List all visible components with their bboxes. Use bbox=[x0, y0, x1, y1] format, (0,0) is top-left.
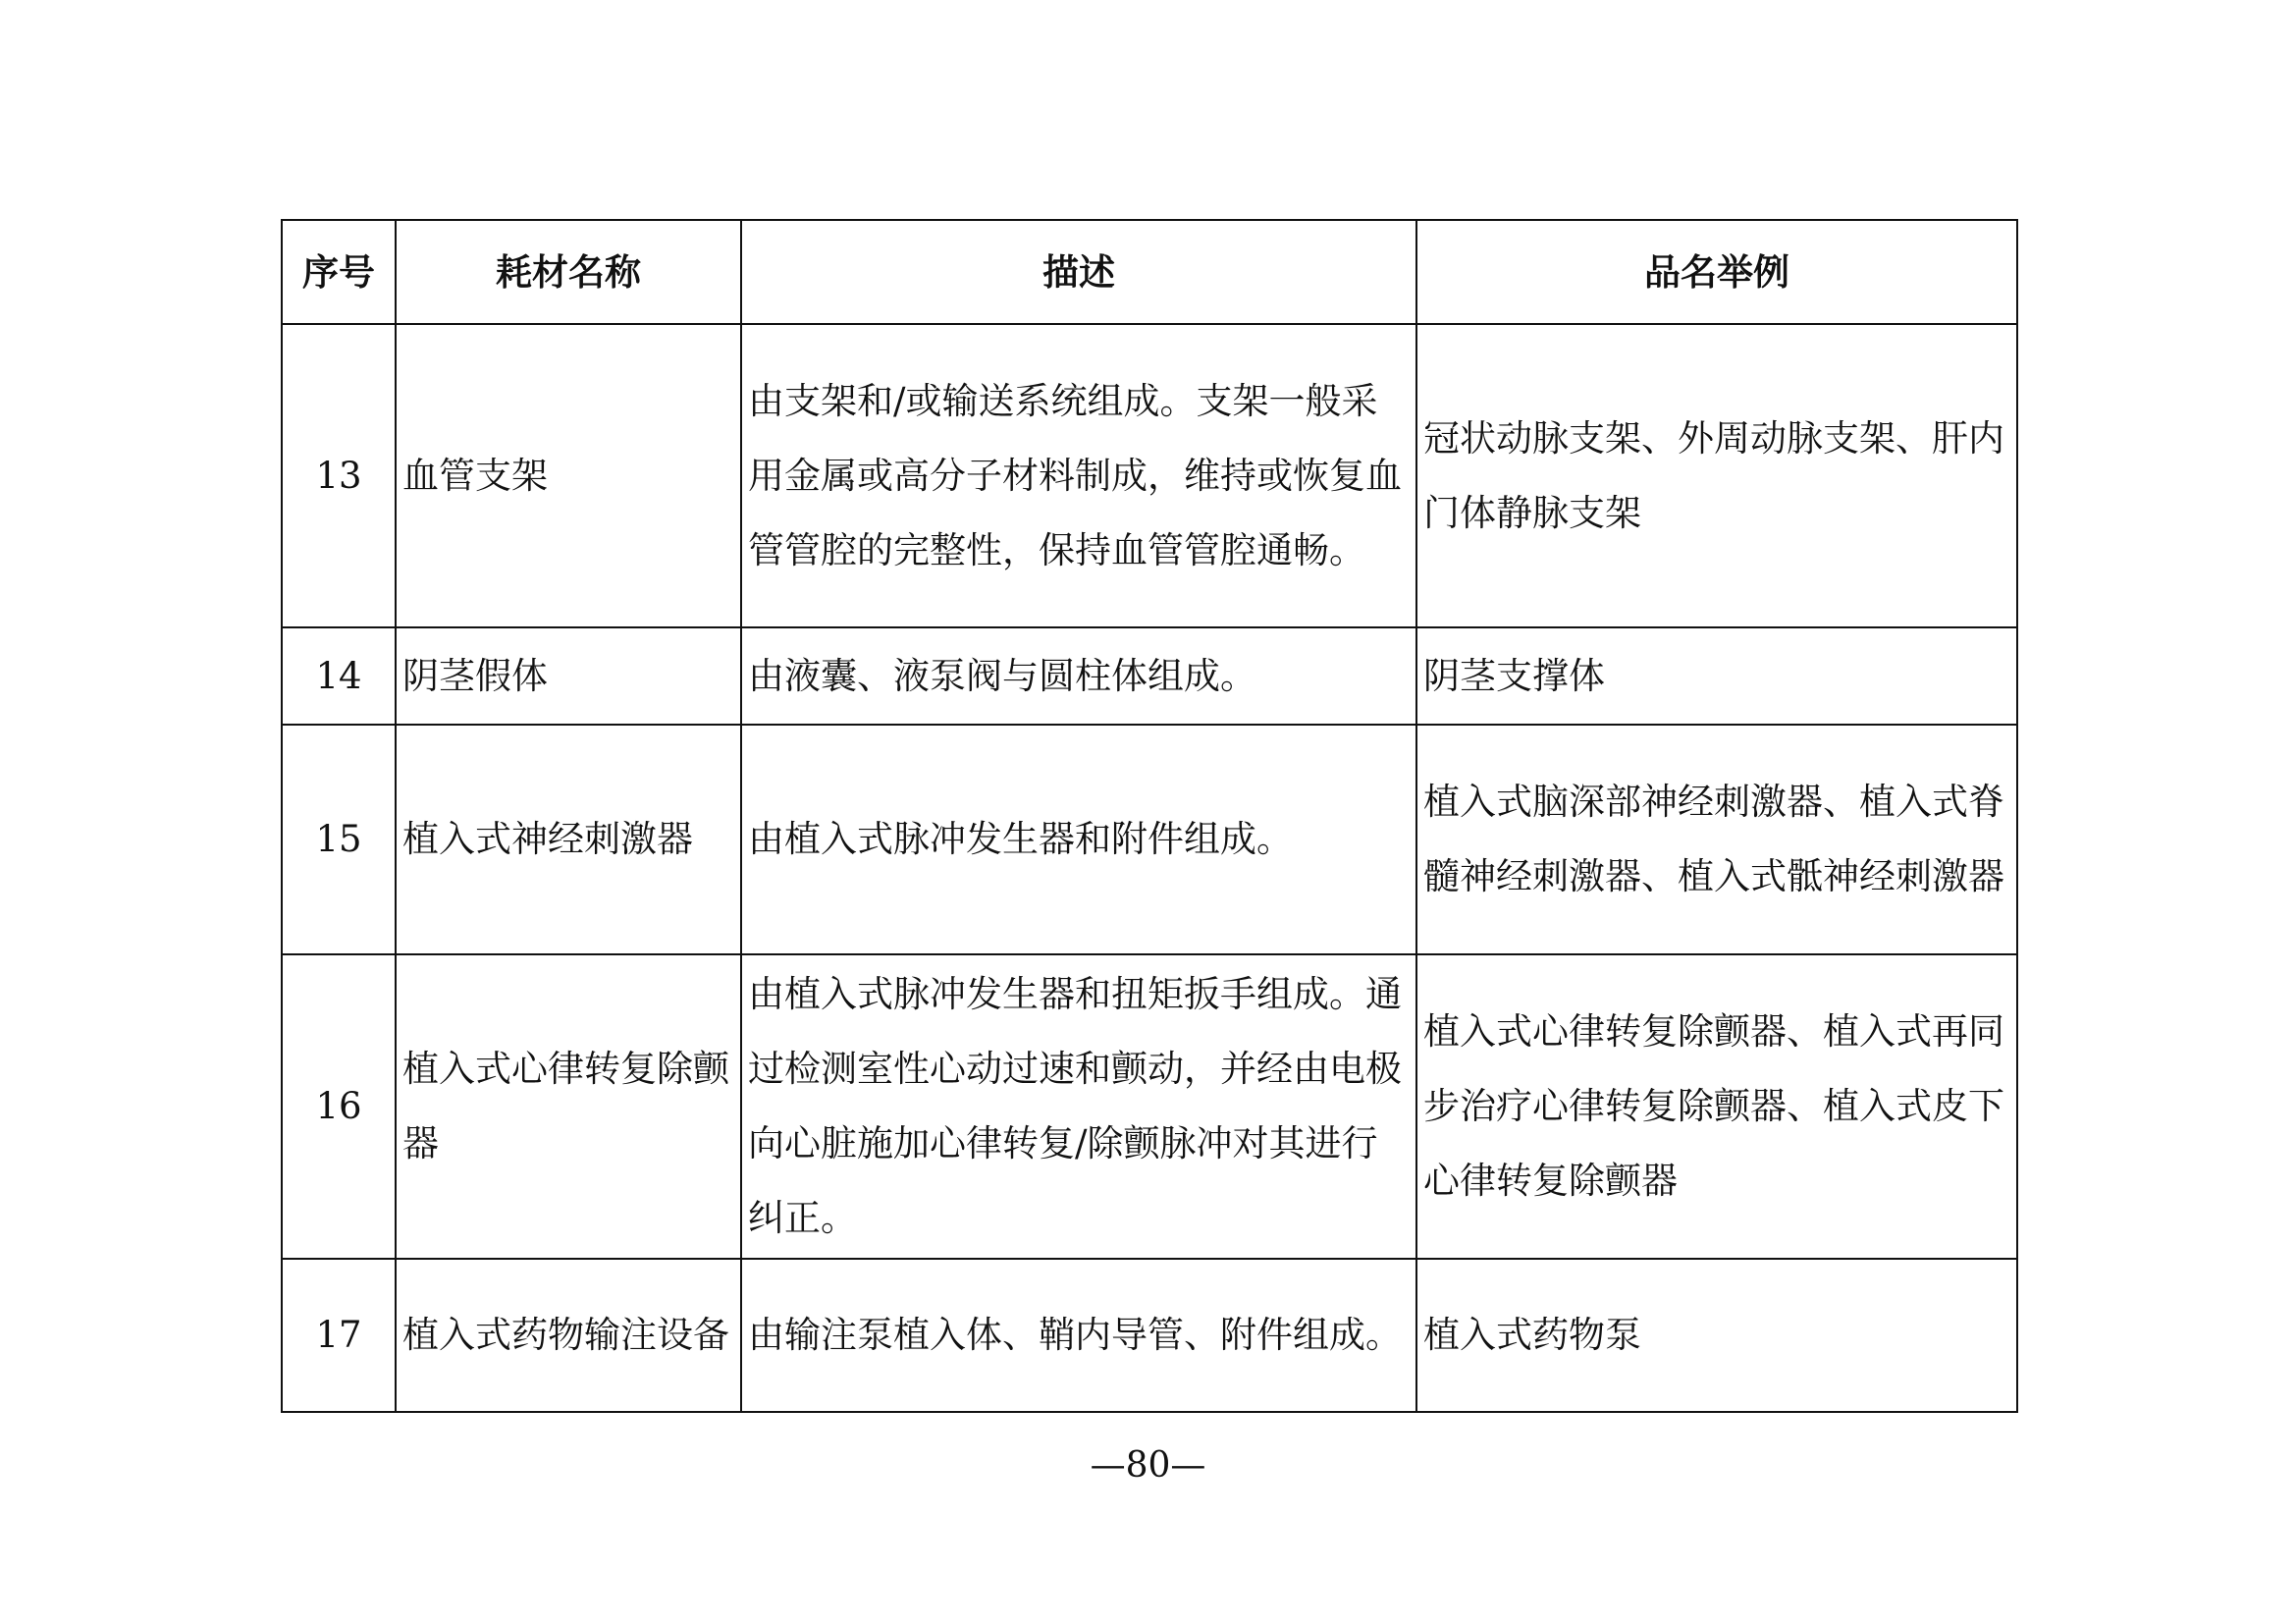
header-consumable-name: 耗材名称 bbox=[396, 220, 741, 324]
row-serial-number: 17 bbox=[282, 1259, 396, 1412]
row-consumable-name: 植入式药物输注设备 bbox=[396, 1259, 741, 1412]
row-consumable-name: 植入式神经刺激器 bbox=[396, 725, 741, 954]
table-row bbox=[282, 324, 2017, 627]
consumables-table bbox=[281, 219, 2018, 1413]
row-serial-number: 16 bbox=[282, 954, 396, 1259]
row-description: 由输注泵植入体、鞘内导管、附件组成。 bbox=[741, 1259, 1416, 1412]
row-serial-number: 14 bbox=[282, 627, 396, 725]
header-serial-number: 序号 bbox=[282, 220, 396, 324]
row-description: 由植入式脉冲发生器和扭矩扳手组成。通过检测室性心动过速和颤动，并经由电极向心脏施加心律转复/除颤脉冲对其进行纠正。 bbox=[741, 954, 1416, 1259]
row-product-examples: 植入式脑深部神经刺激器、植入式脊髓神经刺激器、植入式骶神经刺激器 bbox=[1416, 725, 2017, 954]
table-row bbox=[282, 627, 2017, 725]
table-row bbox=[282, 725, 2017, 954]
row-consumable-name: 阴茎假体 bbox=[396, 627, 741, 725]
table-header-row bbox=[282, 220, 2017, 324]
row-product-examples: 阴茎支撑体 bbox=[1416, 627, 2017, 725]
header-description: 描述 bbox=[741, 220, 1416, 324]
row-serial-number: 13 bbox=[282, 324, 396, 627]
header-product-examples: 品名举例 bbox=[1416, 220, 2017, 324]
row-consumable-name: 血管支架 bbox=[396, 324, 741, 627]
row-product-examples: 植入式药物泵 bbox=[1416, 1259, 2017, 1412]
row-description: 由支架和/或输送系统组成。支架一般采用金属或高分子材料制成，维持或恢复血管管腔的完整性，保持血管管腔通畅。 bbox=[741, 324, 1416, 627]
row-product-examples: 植入式心律转复除颤器、植入式再同步治疗心律转复除颤器、植入式皮下心律转复除颤器 bbox=[1416, 954, 2017, 1259]
row-product-examples: 冠状动脉支架、外周动脉支架、肝内门体静脉支架 bbox=[1416, 324, 2017, 627]
row-description: 由植入式脉冲发生器和附件组成。 bbox=[741, 725, 1416, 954]
table-row bbox=[282, 1259, 2017, 1412]
row-description: 由液囊、液泵阀与圆柱体组成。 bbox=[741, 627, 1416, 725]
table-row bbox=[282, 954, 2017, 1259]
row-consumable-name: 植入式心律转复除颤器 bbox=[396, 954, 741, 1259]
row-serial-number: 15 bbox=[282, 725, 396, 954]
page-number: —80— bbox=[1090, 1445, 1206, 1486]
